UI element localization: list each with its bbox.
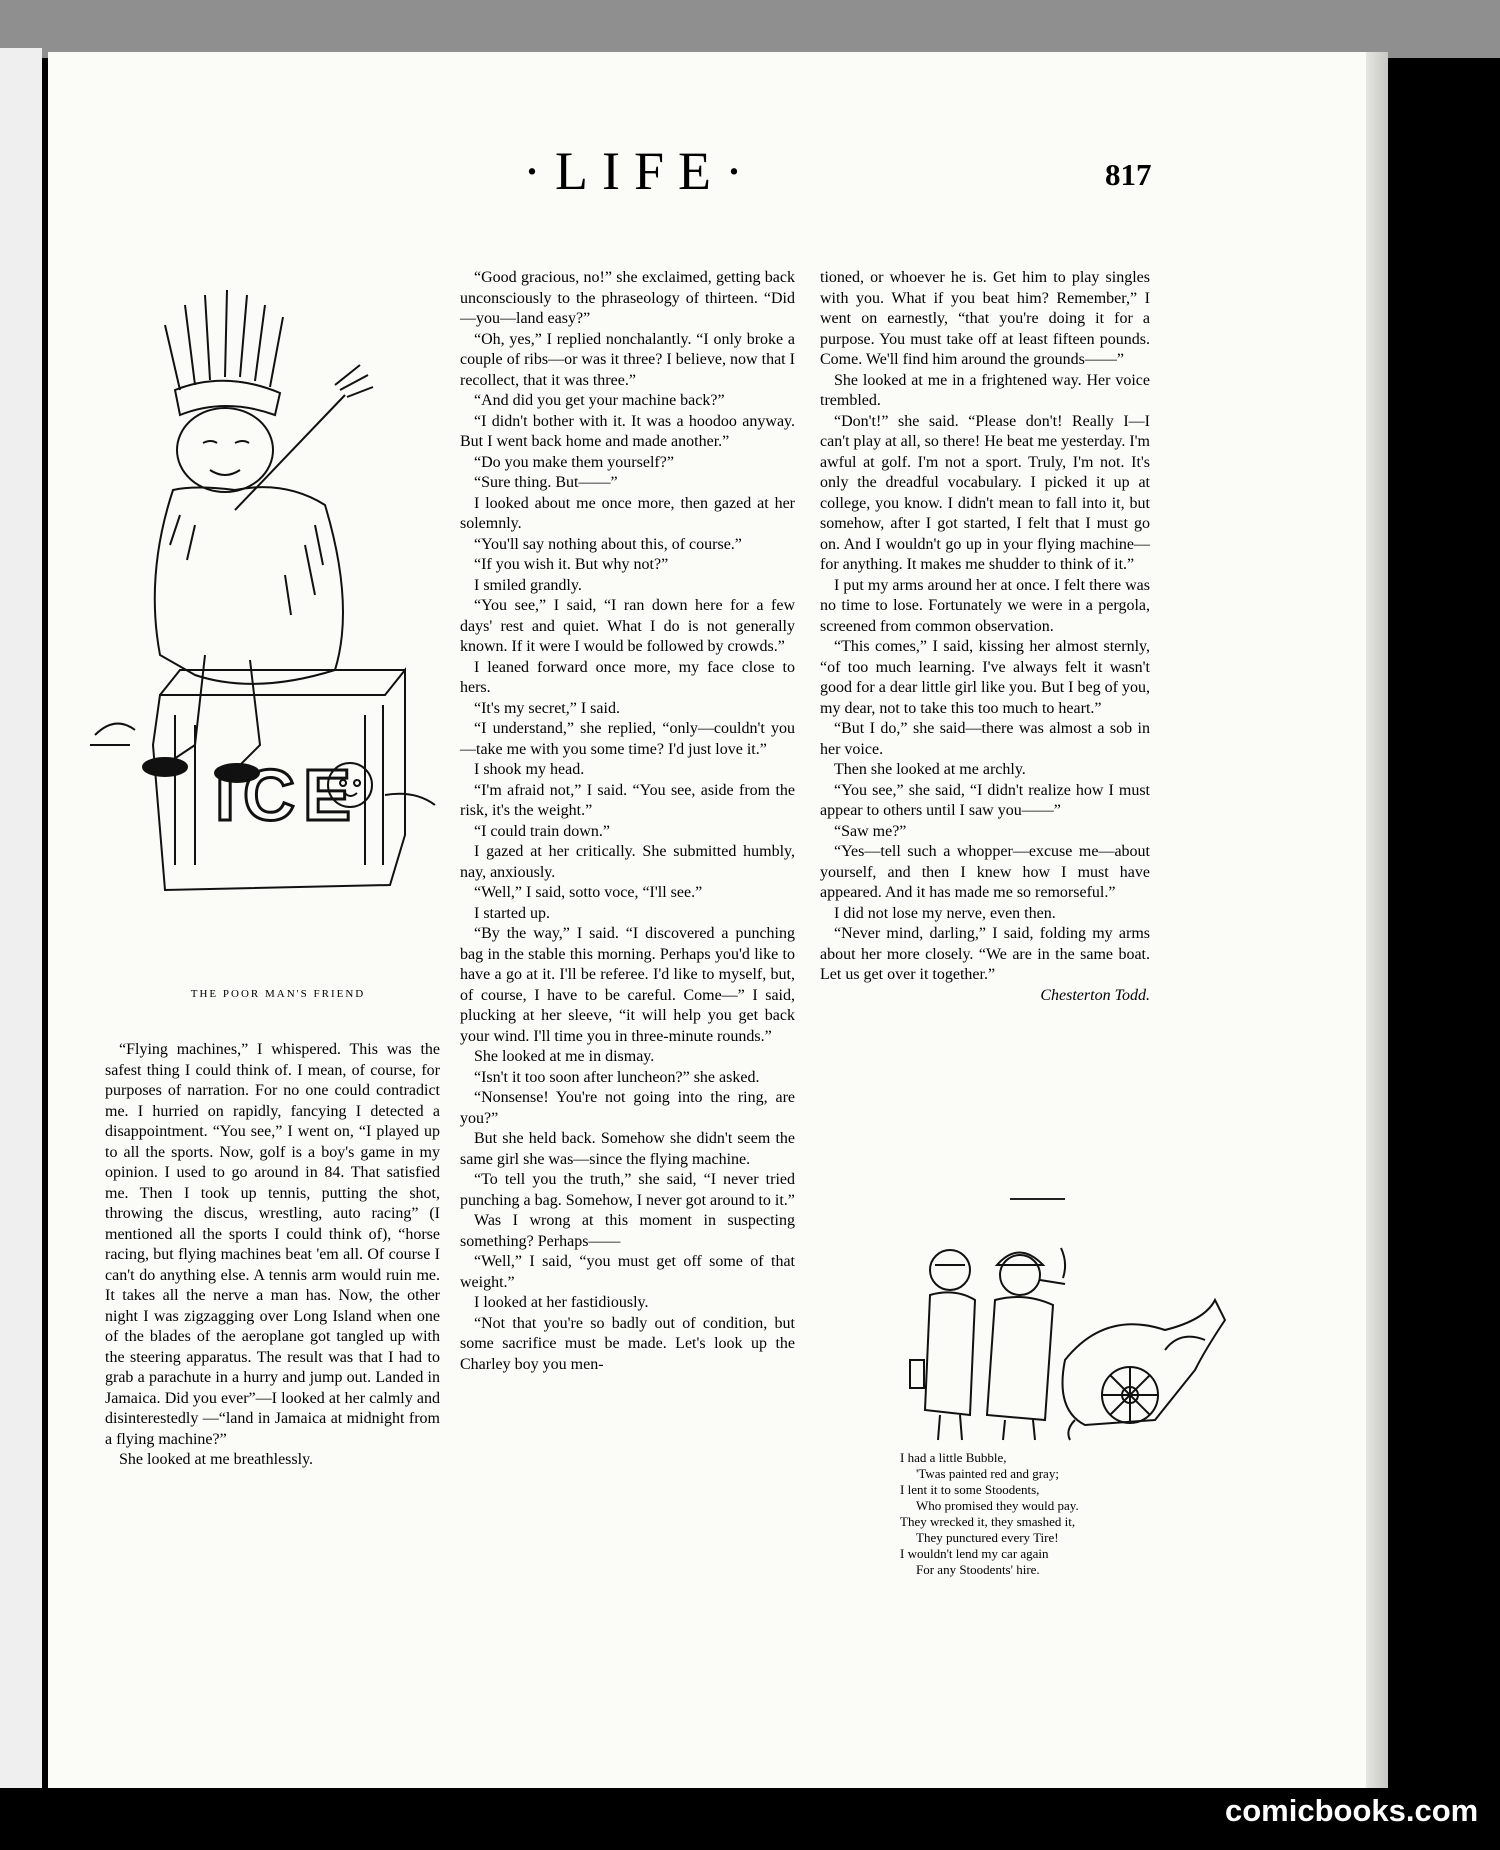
paragraph: “Isn't it too soon after luncheon?” she asked. [474,1068,760,1086]
column-2 [460,268,795,1375]
author-signature: Chesterton Todd. [1040,986,1150,1004]
poem-line: Who promised they would pay. [916,1498,1079,1513]
paragraph: I started up. [474,904,550,922]
paragraph: “Never mind, darling,” I said, folding my arms about her more closely. “We are in the same boat. Let us get over it together.” [820,925,1150,983]
site-watermark: comicbooks.com [1225,1793,1479,1828]
column-1 [105,1040,440,1471]
paragraph: “You see,” she said, “I didn't realize how I must appear to others until I saw you——” [820,781,1150,819]
paragraph: “You'll say nothing about this, of course.” [474,535,742,553]
paragraph: “I didn't bother with it. It was a hoodoo anyway. But I went back home and made another.” [460,412,795,450]
paragraph: I smiled grandly. [474,576,582,594]
paragraph: “Nonsense! You're not going into the ring, are you?” [460,1089,795,1127]
paragraph: “Do you make them yourself?” [474,453,674,471]
section-divider [1010,1198,1065,1200]
wrecked-car-illustration [905,1220,1230,1445]
paragraph: “To tell you the truth,” she said, “I never tried punching a bag. Somehow, I never got around to it.” [460,1171,795,1209]
paragraph: She looked at me in dismay. [474,1048,655,1065]
paragraph: “Well,” I said, sotto voce, “I'll see.” [474,884,703,901]
paragraph: I looked at her fastidiously. [474,1294,649,1311]
paragraph: “Yes—tell such a whopper—excuse me—about yourself, and then I knew how I must have appeared. And it has made me so remorseful.” [820,843,1150,901]
paragraph: “And did you get your machine back?” [474,392,725,409]
paragraph: Was I wrong at this moment in suspecting something? Perhaps—— [460,1212,795,1250]
illustration-caption: THE POOR MAN'S FRIEND [190,988,366,1000]
paragraph: I put my arms around her at once. I felt there was no time to lose. Fortunately we were in a pergola, screened from common observation. [820,576,1150,635]
paragraph: “Don't!” she said. “Please don't! Really I—I can't play at all, so there! He beat me yesterday. I'm awful at golf. I'm not a sport. Truly, I'm not. It's only the dreadful vocabulary. I picked it up at college, you know. I didn't mean to fall into it, but somehow, after I got started, I felt that I must go on. And I wouldn't go up in your flying machine—for anything. It makes me shudder to think of it.” [820,412,1150,573]
paragraph: “Oh, yes,” I replied nonchalantly. “I only broke a couple of ribs—or was it three? I believe, now that I recollect, that it was three.” [460,330,795,389]
poem-line: I lent it to some Stoodents, [900,1482,1040,1497]
paragraph: “Not that you're so badly out of condition, but some sacrifice must be made. Let's look up the Charley boy you men- [460,1314,795,1373]
paragraph: “This comes,” I said, kissing her almost sternly, “of too much learning. I've always felt it wasn't good for a dear little girl like you. But I beg of you, my dear, not to take this too much to heart.” [820,638,1150,717]
paragraph: “Well,” I said, “you must get off some of that weight.” [460,1253,795,1291]
paragraph: I shook my head. [474,761,585,778]
paragraph: “But I do,” she said—there was almost a sob in her voice. [820,720,1150,758]
paragraph: I leaned forward once more, my face close to hers. [460,658,795,696]
ice-block-letters: ICE [215,756,360,836]
paragraph: “By the way,” I said. “I discovered a punching bag in the stable this morning. Perhaps you'd like to have a go at it. I'll be referee. I'd like to myself, but, of course, I have to be careful. Come—” I said, plucking at her sleeve, “it will help you get back your wind. I'll time you in three-minute rounds.” [460,925,795,1045]
paragraph: “It's my secret,” I said. [474,699,620,717]
paragraph: I gazed at her critically. She submitted humbly, nay, anxiously. [460,843,795,881]
paragraph: tioned, or whoever he is. Get him to play singles with you. What if you beat him? Remember,” I went on earnestly, “that you're doing it for a purpose. You must take off at least fifteen pounds. Come. We'll find him around the grounds——” [820,269,1150,368]
paragraph: I looked about me once more, then gazed at her solemnly. [460,494,795,532]
poem [900,1450,1170,1578]
paragraph: “Good gracious, no!” she exclaimed, getting back unconsciously to the phraseology of thirteen. “Did—you—land easy?” [460,269,795,327]
king-on-ice-illustration [85,275,495,975]
paragraph: “Flying machines,” I whispered. This was the safest thing I could think of. I mean, of course, for purposes of narration. For no one could contradict me. I hurried on rapidly, fancying I detected a disappointment. “You see,” I went on, “I played up to all the sports. Now, golf is a boy's game in my opinion. I used to go around in 84. That satisfied me. Then I took up tennis, putting the shot, throwing the discus, wrestling, auto racing” (I mentioned all the sports I could think of), “horse racing, but flying machines beat 'em all. Of course I can't do anything else. A tennis arm would ruin me. It takes all the nerve a man has. Now, the other night I was zigzagging over Long Island when one of the blades of the aeroplane got tangled up with the steering apparatus. The result was that I had to grab a parachute in a hurry and jump out. Landed in Jamaica. Did you ever”—I looked at her calmly and disinterestedly —“land in Jamaica at midnight from a flying machine?” [105,1041,440,1448]
paragraph: “You see,” I said, “I ran down here for a few days' rest and quiet. What I do is not generally known. If it were I would be followed by crowds.” [460,597,795,655]
poem-line: 'Twas painted red and gray; [916,1466,1059,1481]
top-scan-border [0,0,1500,58]
paragraph: “I'm afraid not,” I said. “You see, aside from the risk, it's the weight.” [460,781,795,819]
paragraph: Then she looked at me archly. [834,761,1026,778]
poem-line: They wrecked it, they smashed it, [900,1514,1076,1529]
paragraph: “If you wish it. But why not?” [474,556,669,573]
masthead-title: ·LIFE· [523,141,757,201]
page-spine-shadow [1366,52,1388,1788]
poem-line: They punctured every Tire! [916,1530,1059,1545]
column-3 [820,268,1150,1006]
page-number: 817 [1105,157,1152,192]
paragraph: But she held back. Somehow she didn't seem the same girl she was—since the flying machine. [460,1130,795,1168]
poem-line: I wouldn't lend my car again [900,1546,1049,1561]
facing-page-edge [0,48,42,1788]
paragraph: I did not lose my nerve, even then. [834,904,1056,922]
paragraph: “Sure thing. But——” [474,474,618,491]
paragraph: “I understand,” she replied, “only—couldn't you—take me with you some time? I'd just love it.” [460,720,795,758]
poem-line: For any Stoodents' hire. [916,1562,1040,1577]
paragraph: She looked at me in a frightened way. Her voice trembled. [820,371,1150,409]
paragraph: “Saw me?” [834,822,907,840]
poem-line: I had a little Bubble, [900,1450,1007,1465]
paragraph: She looked at me breathlessly. [119,1451,314,1468]
paragraph: “I could train down.” [474,822,610,840]
